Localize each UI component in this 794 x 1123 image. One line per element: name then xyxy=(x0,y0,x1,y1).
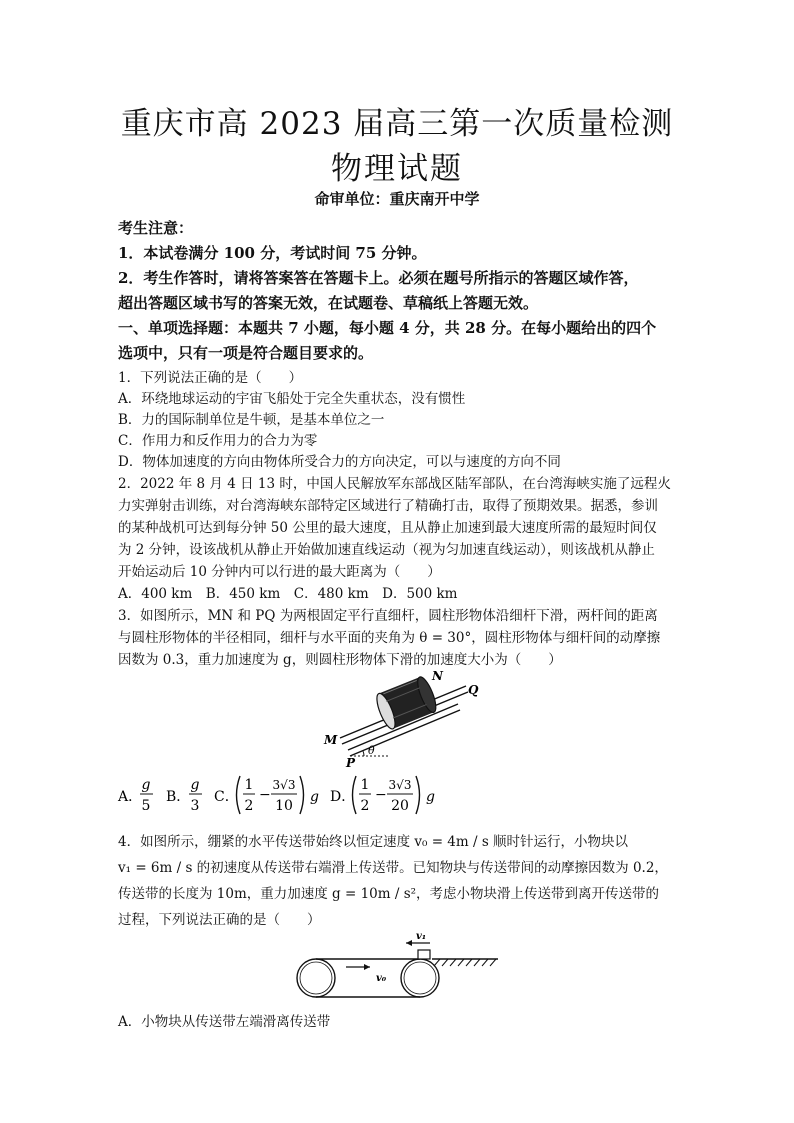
q4-line4: 过程，下列说法正确的是（ ） xyxy=(118,912,321,928)
q4-figure xyxy=(290,928,500,1000)
q3-opt-d-label: D． xyxy=(330,789,356,805)
q4-line3: 传送带的长度为 10m，重力加速度 g = 10m / s²，考虑小物块滑上传送带到离开传送带的 xyxy=(118,886,660,902)
q3-opt-d-minus: − xyxy=(375,787,387,803)
section1-line2: 选项中，只有一项是符合题目要求的。 xyxy=(118,344,374,362)
exam-title: 重庆市高 2023 届高三第一次质量检测 xyxy=(120,106,674,142)
q3-opt-c-d1: 2 xyxy=(244,798,254,814)
q1-option-d: D．物体加速度的方向由物体所受合力的方向决定，可以与速度的方向不同 xyxy=(118,454,561,470)
q3-opt-d-n1: 1 xyxy=(360,777,370,793)
q4-option-a: A．小物块从传送带左端滑离传送带 xyxy=(118,1014,331,1030)
q3-options xyxy=(116,772,456,820)
q3-opt-c-g: g xyxy=(310,789,319,805)
notice-heading: 考生注意： xyxy=(118,219,194,237)
q4-line2: v₁ = 6m / s 的初速度从传送带右端滑上传送带。已知物块与传送带间的动摩擦因数为 0.2， xyxy=(118,860,668,876)
q3-opt-c-n2: 3√3 xyxy=(272,778,296,792)
section1-line1: 一、单项选择题：本题共 7 小题，每小题 4 分，共 28 分。在每小题给出的四个 xyxy=(118,319,657,337)
q2-line1: 2．2022 年 8 月 4 日 13 时，中国人民解放军东部战区陆军部队，在台湾海峡实施了远程火 xyxy=(118,476,671,492)
q3-opt-d-n2: 3√3 xyxy=(388,778,412,792)
q1-stem: 1．下列说法正确的是（ ） xyxy=(118,370,303,386)
q1-option-c: C．作用力和反作用力的合力为零 xyxy=(118,433,318,449)
q3-line2: 与圆柱形物体的半径相同，细杆与水平面的夹角为 θ = 30°，圆柱形物体与细杆间的动摩擦 xyxy=(118,630,661,646)
q2-line5: 开始运动后 10 分钟内可以行进的最大距离为（ ） xyxy=(118,564,441,580)
q3-opt-a-label: A． xyxy=(118,789,143,805)
q1-option-a: A．环绕地球运动的宇宙飞船处于完全失重状态，没有惯性 xyxy=(118,391,466,407)
q1-option-b: B．力的国际制单位是牛顿，是基本单位之一 xyxy=(118,412,385,428)
q3-opt-b-label: B． xyxy=(166,789,191,805)
q4-line1: 4．如图所示，绷紧的水平传送带始终以恒定速度 v₀ = 4m / s 顺时针运行，小物块以 xyxy=(118,834,629,850)
q3-label-q: Q xyxy=(468,683,479,697)
q3-opt-d-d1: 2 xyxy=(360,798,370,814)
q2-line4: 为 2 分钟，设该战机从静止开始做加速直线运动（视为匀加速直线运动），则该战机从静止 xyxy=(118,542,655,558)
q3-opt-c-d2: 10 xyxy=(275,798,293,814)
q3-opt-a-den: 5 xyxy=(141,798,151,814)
q3-opt-c-n1: 1 xyxy=(244,777,254,793)
q3-opt-a-num: g xyxy=(141,777,151,793)
q3-line1: 3．如图所示，MN 和 PQ 为两根固定平行直细杆，圆柱形物体沿细杆下滑，两杆间的距离 xyxy=(118,608,658,624)
q2-line2: 力实弹射击训练，对台湾海峡东部特定区域进行了精确打击，取得了预期效果。据悉，参训 xyxy=(118,498,658,514)
q3-label-m: M xyxy=(324,733,338,747)
q3-label-p: P xyxy=(346,756,356,768)
q3-figure xyxy=(318,668,488,768)
exam-subject: 物理试题 xyxy=(331,151,463,187)
q2-options: A．400 km B．450 km C．480 km D．500 km xyxy=(118,586,458,602)
q4-label-v0: v₀ xyxy=(376,973,387,984)
q3-label-n: N xyxy=(432,669,443,683)
notice-item-1: 1．本试卷满分 100 分，考试时间 75 分钟。 xyxy=(118,244,427,262)
exam-author-unit: 命审单位：重庆南开中学 xyxy=(314,190,480,208)
q3-opt-b-num: g xyxy=(190,777,200,793)
q3-label-theta: θ xyxy=(368,744,375,757)
q3-line3: 因数为 0.3，重力加速度为 g，则圆柱形物体下滑的加速度大小为（ ） xyxy=(118,652,562,668)
q4-label-v1: v₁ xyxy=(416,931,427,942)
notice-item-2-line1: 2．考生作答时，请将答案答在答题卡上。必须在题号所指示的答题区域作答， xyxy=(118,269,639,287)
q2-line3: 的某种战机可达到每分钟 50 公里的最大速度，且从静止加速到最大速度所需的最短时间仅 xyxy=(118,520,657,536)
notice-item-2-line2: 超出答题区域书写的答案无效，在试题卷、草稿纸上答题无效。 xyxy=(118,294,539,312)
q3-opt-b-den: 3 xyxy=(190,798,200,814)
q3-opt-d-d2: 20 xyxy=(391,798,409,814)
q3-opt-d-g: g xyxy=(426,789,435,805)
q3-opt-c-minus: − xyxy=(259,787,271,803)
q3-opt-c-label: C． xyxy=(214,789,239,805)
